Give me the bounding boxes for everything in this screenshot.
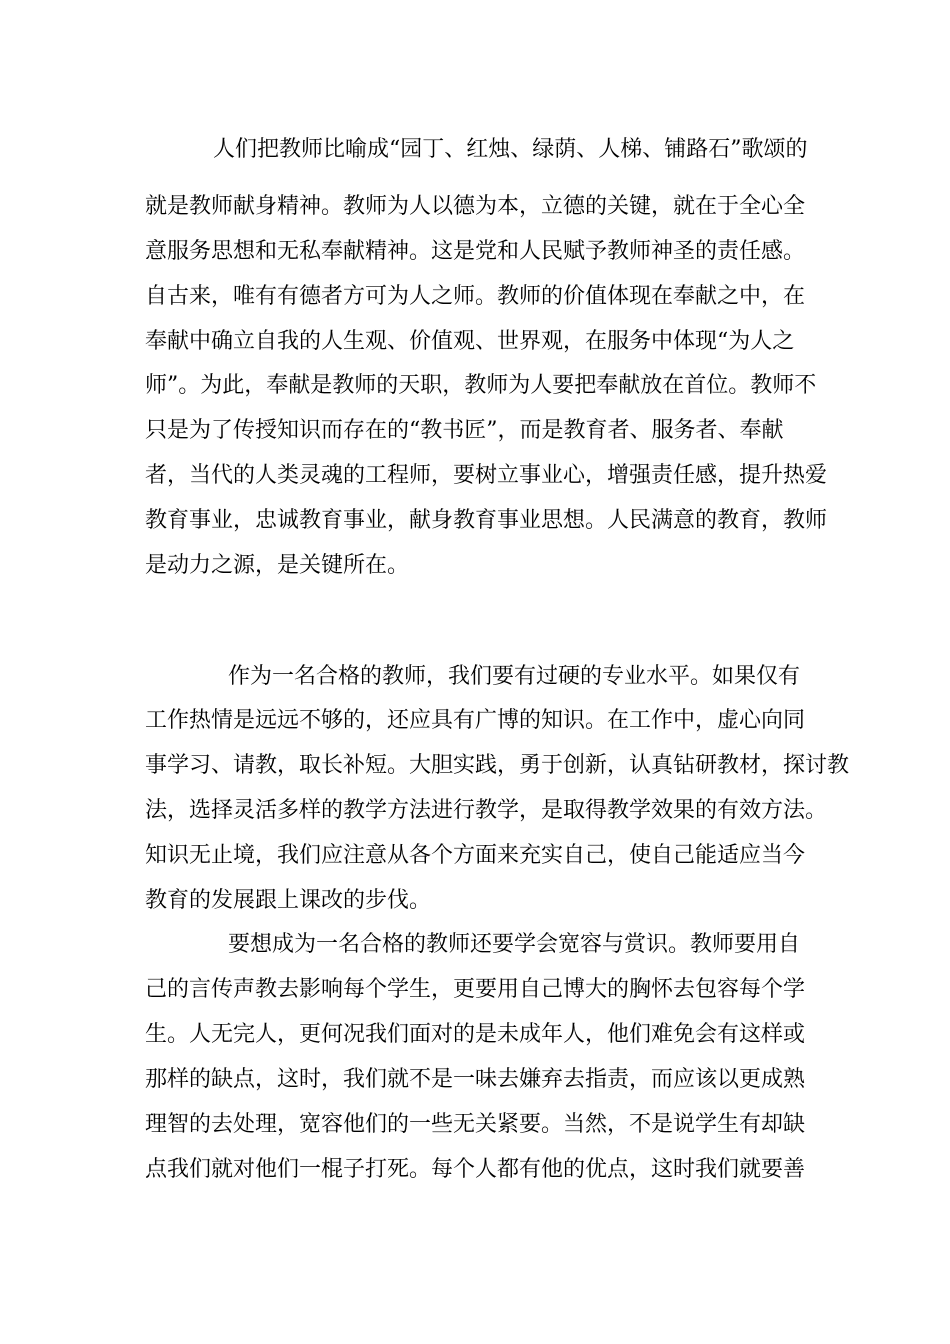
- paragraph-1-line-6: 师”。为此，奉献是教师的天职，教师为人要把奉献放在首位。教师不: [145, 373, 817, 398]
- paragraph-2-line-6: 教育的发展跟上课改的步伐。: [145, 888, 432, 913]
- paragraph-2-line-5: 知识无止境，我们应注意从各个方面来充实自己，使自己能适应当今: [145, 843, 806, 868]
- paragraph-3-line-5: 理智的去处理，宽容他们的一些无关紧要。当然，不是说学生有却缺: [145, 1112, 806, 1137]
- paragraph-3-line-2: 己的言传声教去影响每个学生，更要用自己博大的胸怀去包容每个学: [145, 977, 806, 1002]
- paragraph-2-line-1: 作为一名合格的教师，我们要有过硬的专业水平。如果仅有: [228, 664, 801, 689]
- paragraph-1-line-3: 意服务思想和无私奉献精神。这是党和人民赋予教师神圣的责任感。: [145, 239, 806, 264]
- paragraph-2-line-3: 事学习、请教，取长补短。大胆实践，勇于创新，认真钻研教材，探讨教: [145, 753, 850, 778]
- paragraph-2-line-2: 工作热情是远远不够的，还应具有广博的知识。在工作中，虚心向同: [145, 708, 806, 733]
- paragraph-1-line-9: 教育事业，忠诚教育事业，献身教育事业思想。人民满意的教育，教师: [145, 508, 828, 533]
- paragraph-1-line-10: 是动力之源，是关键所在。: [145, 553, 410, 578]
- paragraph-3-line-4: 那样的缺点，这时，我们就不是一味去嫌弃去指责，而应该以更成熟: [145, 1067, 806, 1092]
- paragraph-3-line-1: 要想成为一名合格的教师还要学会宽容与赏识。教师要用自: [228, 932, 801, 957]
- paragraph-1-line-1: 人们把教师比喻成“园丁、红烛、绿荫、人梯、铺路石”歌颂的: [213, 137, 808, 162]
- paragraph-1-line-5: 奉献中确立自我的人生观、价值观、世界观，在服务中体现“为人之: [145, 329, 795, 354]
- paragraph-1-line-2: 就是教师献身精神。教师为人以德为本，立德的关键，就在于全心全: [145, 194, 806, 219]
- paragraph-3-line-6: 点我们就对他们一棍子打死。每个人都有他的优点，这时我们就要善: [145, 1157, 806, 1182]
- paragraph-1-line-8: 者，当代的人类灵魂的工程师，要树立事业心，增强责任感，提升热爱: [145, 463, 828, 488]
- paragraph-3-line-3: 生。人无完人，更何况我们面对的是未成年人，他们难免会有这样或: [145, 1022, 806, 1047]
- paragraph-2-line-4: 法，选择灵活多样的教学方法进行教学，是取得教学效果的有效方法。: [145, 798, 828, 823]
- paragraph-1-line-4: 自古来，唯有有德者方可为人之师。教师的价值体现在奉献之中，在: [145, 284, 806, 309]
- paragraph-1-line-7: 只是为了传授知识而存在的“教书匠”，而是教育者、服务者、奉献: [145, 418, 784, 443]
